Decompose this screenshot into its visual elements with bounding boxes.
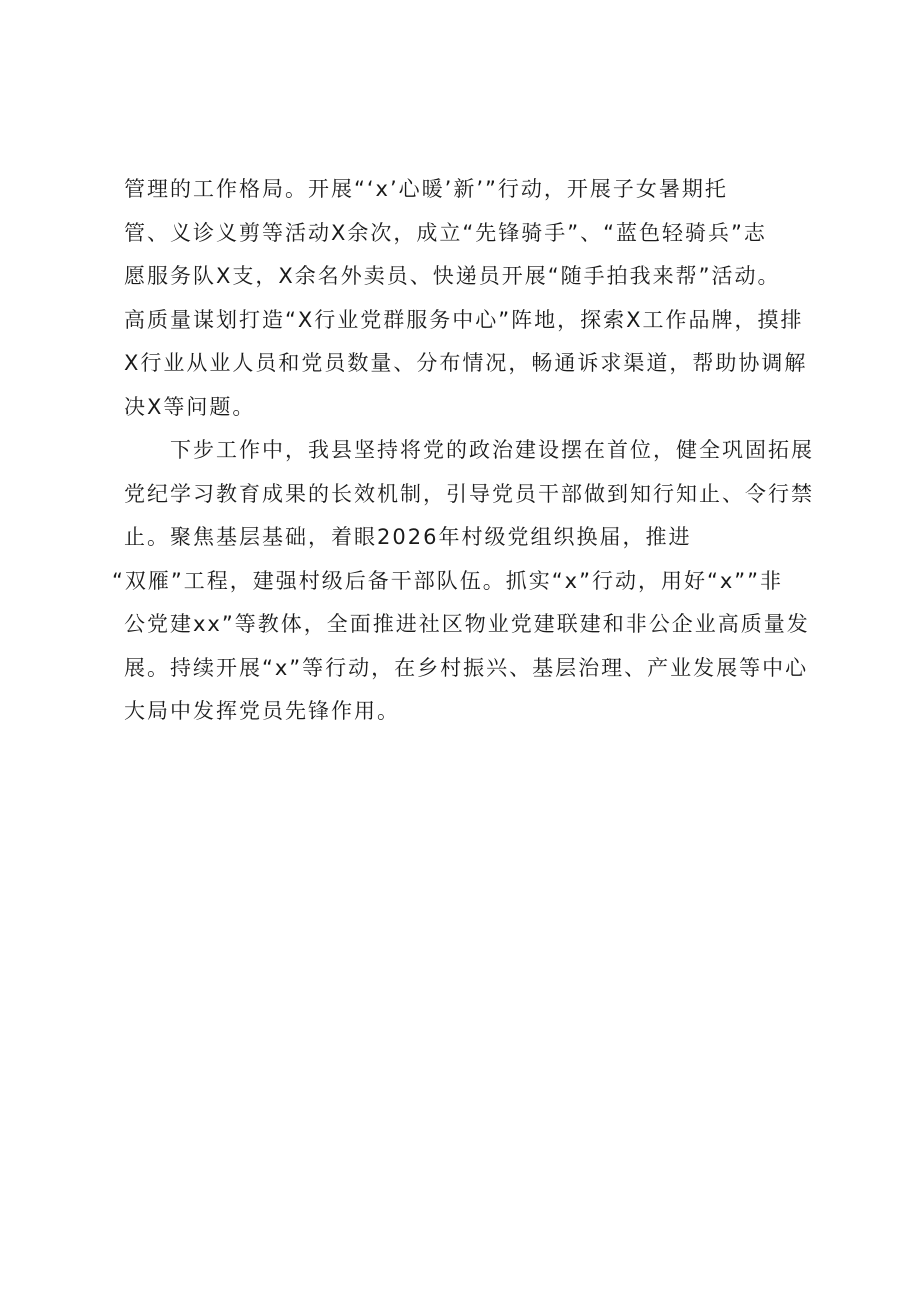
text-line: 管、义诊义剪等活动X余次，成立“先锋骑手”、“蓝色轻骑兵”志 xyxy=(124,220,767,245)
text-line: 下步工作中，我县坚持将党的政治建设摆在首位，健全巩固拓展 xyxy=(170,438,814,462)
text-line: 管理的工作格局。开展“‘x’心暖’新’”行动，开展子女暑期托 xyxy=(124,177,728,201)
paragraph-1 xyxy=(124,168,824,429)
text-line: 决X等问题。 xyxy=(124,394,256,419)
text-line: “双雁”工程，建强村级后备干部队伍。抓实“x”行动，用好“x””非 xyxy=(112,568,784,593)
text-line: 大局中发挥党员先锋作用。 xyxy=(124,699,400,723)
text-line: X行业从业人员和党员数量、分布情况，畅通诉求渠道，帮助协调解 xyxy=(124,351,808,375)
paragraph-2 xyxy=(112,429,824,734)
text-line: 止。聚焦基层基础，着眼2026年村级党组织换届，推进 xyxy=(124,525,692,549)
text-line: 高质量谋划打造“X行业党群服务中心”阵地，探索X工作品牌，摸排 xyxy=(124,307,804,332)
document-body xyxy=(112,168,824,734)
text-line: 展。持续开展“x”等行动，在乡村振兴、基层治理、产业发展等中心 xyxy=(124,655,809,680)
text-line: 愿服务队X支，X余名外卖员、快递员开展“随手拍我来帮”活动。 xyxy=(124,264,781,288)
text-line: 党纪学习教育成果的长效机制，引导党员干部做到知行知止、令行禁 xyxy=(124,481,814,506)
text-line: 公党建xx”等教体，全面推进社区物业党建联建和非公企业高质量发 xyxy=(124,612,810,636)
